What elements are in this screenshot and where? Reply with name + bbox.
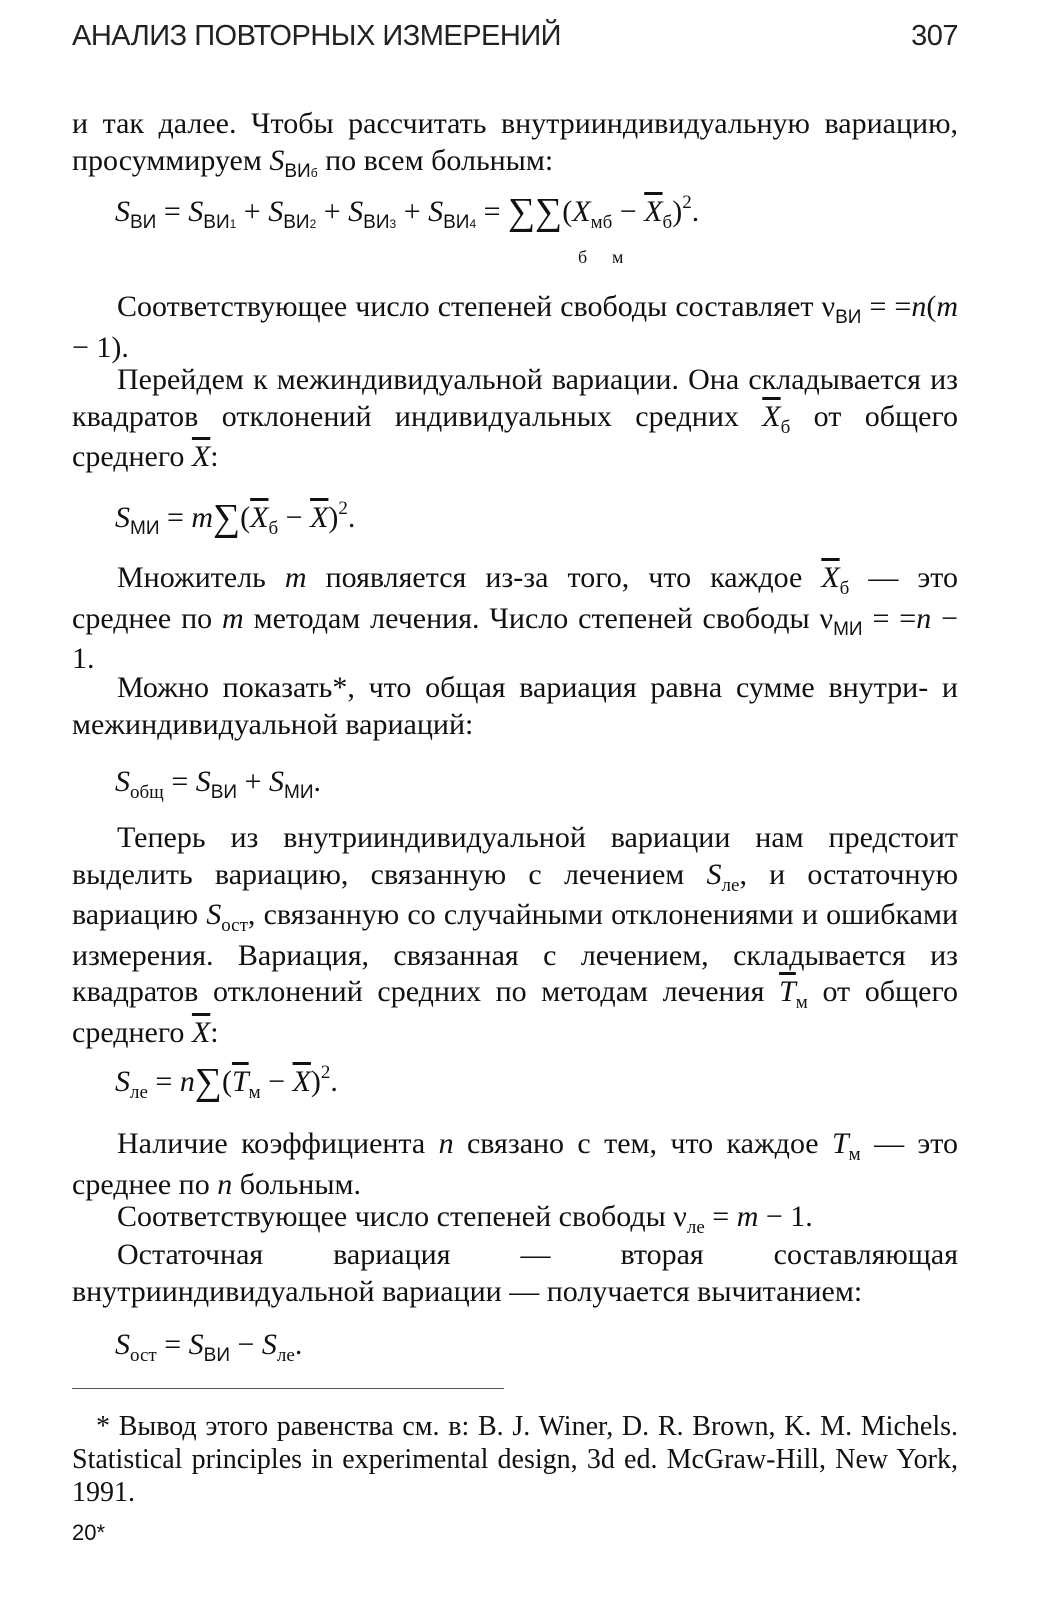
paragraph-2: Соответствующее число степеней свободы составляет $\nu_{ВИ} = =n(m - 1)$. (72, 290, 958, 364)
running-title: АНАЛИЗ ПОВТОРНЫХ ИЗМЕРЕНИЙ (72, 20, 562, 52)
footnote: * Вывод этого равенства см. в: B. J. Winer, D. R. Brown, K. M. Michels. Statistical principles in experimental design, 3d ed. McGraw-Hill, New York, 1991. (72, 1411, 958, 1508)
paragraph-1: и так далее. Чтобы рассчитать внутрииндивидуальную вариацию, просуммируем $S_{ВИб}$ по всем больным: (72, 107, 958, 182)
sum-index-m: м (612, 247, 624, 267)
running-header (72, 20, 958, 60)
footnote-rule (72, 1388, 504, 1389)
signature-mark: 20* (72, 1520, 106, 1545)
formula-s-vi: $S_{ВИ} = S_{ВИ1} + S_{ВИ2} + S_{ВИ3} + S_{ВИ4} = \sum\sum(X_{мб} - \overline{X}_б)^2$. (115, 191, 700, 233)
page-number: 307 (911, 20, 958, 52)
paragraph-6: Теперь из внутрииндивидуальной вариации нам предстоит выделить вариацию, связанную с лечением $S_{ле}$, и остаточную вариацию $S_{ост}$, связанную со случайными отклонениями и ошибками измерения. Вариация, связанная с лечением, складывается из квадратов отклонений средних по методам лечения $\overline{T}_м$ от общего среднего $\overline{X}$: (72, 821, 959, 1049)
formula-s-total: $S_{общ} = S_{ВИ} + S_{МИ}$. (115, 765, 321, 803)
formula-s-ost: $S_{ост} = S_{ВИ} - S_{ле}$. (115, 1328, 303, 1366)
paragraph-7: Наличие коэффициента n связано с тем, что каждое $T_м$ — это среднее по n больным. (72, 1127, 959, 1201)
sum-index-b: б (578, 247, 588, 267)
formula-s-le: $S_{ле} = n\sum(\overline{T}_м - \overline{X})^2$. (115, 1061, 338, 1103)
paragraph-4: Множитель m появляется из-за того, что каждое $\overline{X}_б$ — это среднее по m методам лечения. Число степеней свободы $\nu_{МИ} = =n - 1$. (72, 561, 958, 675)
paragraph-5: Можно показать*, что общая вариация равна сумме внутри- и межиндивидуальной вариаций: (72, 671, 958, 741)
formula-s-mi: $S_{МИ} = m\sum(\overline{X}_б - \overline{X})^2$. (115, 497, 356, 539)
paragraph-8: Соответствующее число степеней свободы $\nu_{ле} = m - 1$. (117, 1200, 813, 1238)
paragraph-3: Перейдем к межиндивидуальной вариации. Она складывается из квадратов отклонений индивидуальных средних $\overline{X}_б$ от общего среднего $\overline{X}$: (72, 363, 958, 473)
paragraph-9: Остаточная вариация — вторая составляющая внутрииндивидуальной вариации — получается вычитанием: (72, 1238, 958, 1308)
